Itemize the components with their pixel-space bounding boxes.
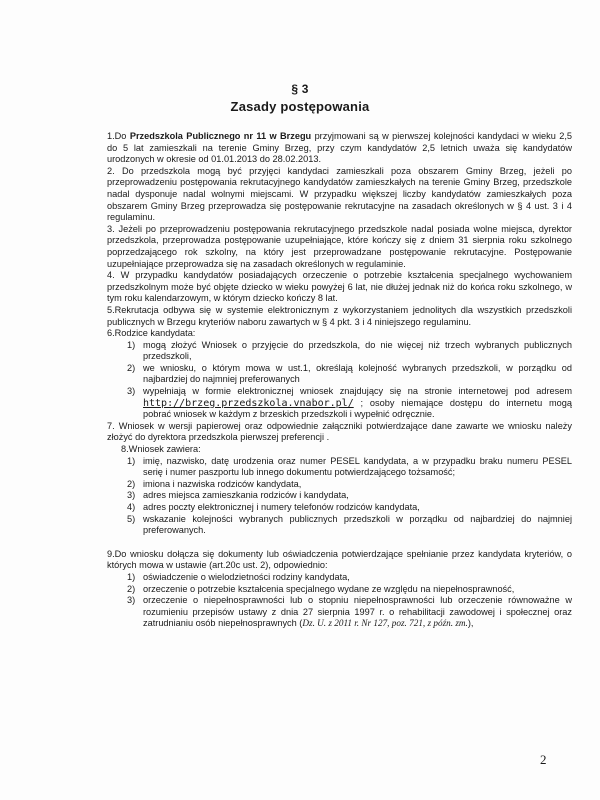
paragraph-1-prefix: 1.Do xyxy=(107,131,130,141)
list-item-text: orzeczenie o potrzebie kształcenia specjalnego wydane ze względu na niepełnosprawność, xyxy=(143,583,515,594)
list-item-number: 4) xyxy=(127,502,136,512)
list-item-text-after: ), xyxy=(467,618,474,629)
list-item-text: adres poczty elektronicznej i numery telefonów rodziców kandydata, xyxy=(143,502,420,512)
list-item-text: mogą złożyć Wniosek o przyjęcie do przedszkola, do nie więcej niż trzech wybranych publicznych przedszkoli, xyxy=(143,339,572,362)
list-item xyxy=(127,479,572,491)
paragraph-2: 2. Do przedszkola mogą być przyjęci kandydaci zamieszkali poza obszarem Gminy Brzeg, jeżeli po przeprowadzeniu postępowania rekrutacyjnego kandydatów zamieszkałych na terenie Gminy Brzeg, przedszkole nadal dysponuje nadal wolnymi miejscami. W przypadku większej liczby kandydatów zamieszkałych poza obszarem Gminy Brzeg przeprowadza się postępowanie rekrutacyjne na zasadach określonych w § 4 ust. 3 i 4 regulaminu. xyxy=(107,165,572,223)
list-item-number: 3) xyxy=(127,386,136,397)
paragraph-3: 3. Jeżeli po przeprowadzeniu postępowania rekrutacyjnego przedszkole nadal posiada wolne miejsca, dyrektor przedszkola, przeprowadza postępowanie uzupełniające, które kończy się z dniem 31 sierpnia roku szkolnego poprzedzającego rok szkolny, na który jest przeprowadzane postępowanie rekrutacyjne. Postępowanie uzupełniające przeprowadza się na zasadach określonych w regulaminie. xyxy=(107,223,572,269)
list-item-number: 3) xyxy=(127,595,136,606)
paragraph-1-text: przyjmowani są w pierwszej kolejności kandydaci w wieku 2,5 do 5 lat zamieszkali na terenie Gminy Brzeg, przy czym kandydatów 2,5 letnich uważa się kandydatów urodzonych w okresie od 01.01.2013 do 28.02.2013. xyxy=(107,131,572,165)
list-item-number: 2) xyxy=(127,583,136,594)
list-item-text-before: wypełniają w formie elektronicznej wniosek znajdujący się na stronie internetowej pod adresem xyxy=(143,386,572,397)
paragraph-9-list xyxy=(107,572,572,630)
list-item xyxy=(127,595,572,630)
paragraph-4: 4. W przypadku kandydatów posiadających orzeczenie o potrzebie kształcenia specjalnego wychowaniem przedszkolnym może być objęte dziecko w wieku powyżej 6 lat, nie dłużej jednak niż do końca roku szkolnego, w tym roku kalendarzowym, w którym dziecko kończy 8 lat. xyxy=(107,270,572,304)
list-item xyxy=(127,584,572,596)
list-item-text-before: orzeczenie o niepełnosprawności lub o stopniu niepełnosprawności lub orzeczenie równoważne w rozumieniu przepisów ustawy z dnia 27 sierpnia 1997 r. o rehabilitacji zawodowej i społecznej oraz zatrudnianiu osób niepełnosprawnych ( xyxy=(143,595,572,629)
section-number: § 3 xyxy=(291,82,309,96)
spacer xyxy=(107,537,572,549)
list-item-text-after: ; osoby niemające dostępu do internetu mogą pobrać wniosek w każdym z brzeskich przedszkoli i wypełnić odręcznie. xyxy=(143,397,572,420)
legal-citation: Dz. U. z 2011 r. Nr 127, poz. 721, z późn. zm. xyxy=(302,618,468,629)
list-item-number: 5) xyxy=(127,513,136,524)
list-item xyxy=(127,340,572,363)
paragraph-8-list xyxy=(107,456,572,537)
paragraph-9-intro: 9.Do wniosku dołącza się dokumenty lub oświadczenia potwierdzające spełnianie przez kandydata kryteriów, o których mowa w ustawie (art.20c ust. 2), odpowiednio: xyxy=(107,548,572,571)
section-title: Zasady postępowania xyxy=(230,99,370,114)
paragraph-6-intro: 6.Rodzice kandydata: xyxy=(107,328,196,339)
list-item-number: 3) xyxy=(127,490,136,501)
registration-url-link[interactable]: http://brzeg.przedszkola.vnabor.pl/ xyxy=(143,397,354,409)
list-item-text: imiona i nazwiska rodziców kandydata, xyxy=(143,478,302,489)
list-item-text: oświadczenie o wielodzietności rodziny kandydata, xyxy=(143,571,350,582)
page-number: 2 xyxy=(540,752,547,767)
list-item-number: 2) xyxy=(127,478,136,489)
paragraph-6-list xyxy=(107,340,572,421)
list-item-number: 2) xyxy=(127,362,136,373)
list-item-text: wskazanie kolejności wybranych publicznych przedszkoli w porządku od najbardziej do najmniej preferowanych. xyxy=(143,513,572,536)
list-item xyxy=(127,363,572,386)
list-item xyxy=(127,456,572,479)
paragraph-7: 7. Wniosek w wersji papierowej oraz odpowiednie załączniki potwierdzające dane zawarte we wniosku należy złożyć do dyrektora przedszkola pierwszej preferencji . xyxy=(107,420,572,443)
paragraph-1 xyxy=(107,131,572,166)
list-item-text: adres miejsca zamieszkania rodziców i kandydata, xyxy=(143,490,349,501)
paragraph-1-school-name: Przedszkola Publicznego nr 11 w Brzegu xyxy=(129,131,312,141)
list-item-number: 1) xyxy=(127,339,136,350)
list-item xyxy=(127,502,572,514)
list-item-text xyxy=(143,386,572,421)
list-item xyxy=(127,490,572,502)
list-item-number: 1) xyxy=(127,571,136,582)
list-item-text: we wniosku, o którym mowa w ust.1, określają kolejność wybranych przedszkoli, w porządku od najbardziej do najmniej preferowanych xyxy=(143,362,572,385)
paragraph-5: 5.Rekrutacja odbywa się w systemie elektronicznym z wykorzystaniem jednolitych dla wszystkich przedszkoli publicznych w Brzegu kryteriów naboru zawartych w § 4 pkt. 3 i 4 niniejszego regulaminu. xyxy=(107,304,572,327)
list-item xyxy=(127,386,572,421)
list-item xyxy=(127,514,572,537)
list-item-number: 1) xyxy=(127,455,136,466)
document-body xyxy=(107,131,572,630)
paragraph-8-intro: 8.Wniosek zawiera: xyxy=(121,444,201,455)
list-item-text xyxy=(143,595,572,630)
list-item-text: imię, nazwisko, datę urodzenia oraz numer PESEL kandydata, a w przypadku braku numeru PESEL serię i numer paszportu lub innego dokumentu potwierdzającego tożsamość; xyxy=(143,455,572,478)
list-item xyxy=(127,572,572,584)
